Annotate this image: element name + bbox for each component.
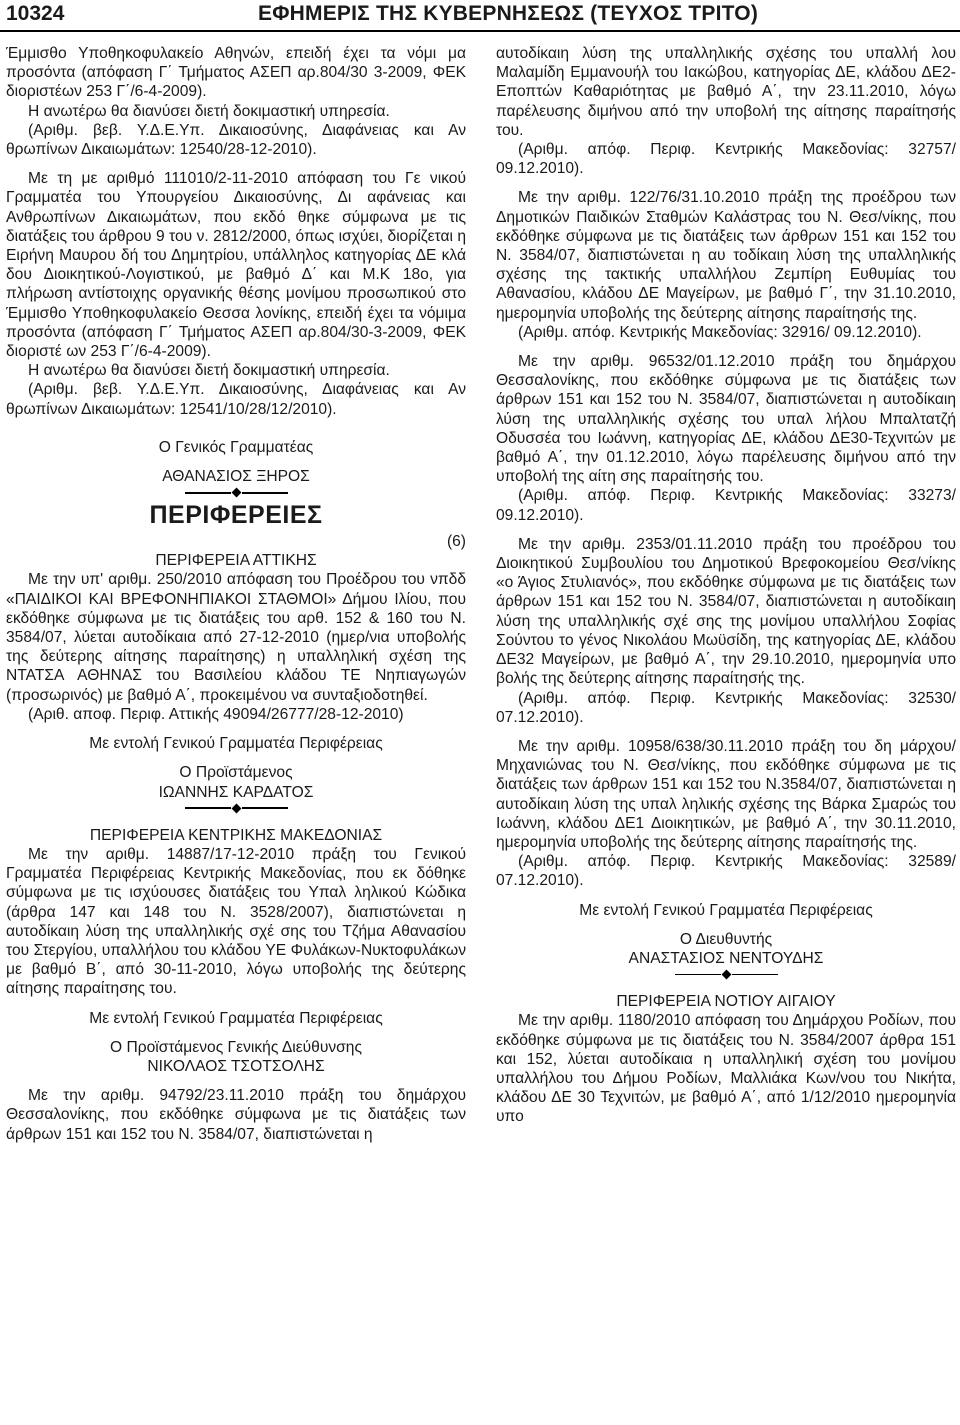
paragraph: (Αριθμ. απόφ. Περιφ. Κεντρικής Μακεδονίας: 32757/ 09.12.2010). [496, 141, 956, 178]
paragraph: Με την αριθμ. 94792/23.11.2010 πράξη του δημάρχου Θεσσαλονίκης, που εκδόθηκε σύμφωνα με τις διατάξεις των άρθρων 151 και 152 του Ν. 3584/07, διαπιστώνεται η [6, 1087, 466, 1143]
signatory-name: ΑΝΑΣΤΑΣΙΟΣ ΝΕΝΤΟΥΔΗΣ [628, 949, 824, 967]
paragraph: Με την αριθμ. 122/76/31.10.2010 πράξη της προέδρου των Δημοτικών Παιδικών Σταθμών Καλάστρας του Ν. Θεσ/νίκης, που εκδόθηκε σύμφωνα με τις διατάξεις των άρθρων 151 και 152 του Ν. 3584/07, διαπιστώνεται η αυ τοδίκαιη λύση της υπαλληλικής σχέσης της τακτικής υπαλλήλου Ζεμπίρη Ευθυμίας του Αθανασίου, κλάδου ΔΕ Μαγείρων, με βαθμό Γ΄, την 31.10.2010, ημερομηνία υποβολής της δεύτερης αίτησης παραίτησής της. [496, 189, 956, 322]
signatory-name: ΙΩΑΝΝΗΣ ΚΑΡΔΑΤΟΣ [158, 783, 314, 801]
paragraph: (Αριθμ. βεβ. Υ.Δ.Ε.Υπ. Δικαιοσύνης, Διαφάνειας και Αν θρωπίνων Δικαιωμάτων: 12540/28-12-2010). [6, 121, 466, 159]
gazette-title: ΕΦΗΜΕΡΙΣ ΤΗΣ ΚΥΒΕΡΝΗΣΕΩΣ (ΤΕΥΧΟΣ ΤΡΙΤΟ) [258, 2, 759, 25]
signatory-title: Ο Γενικός Γραμματέας [158, 438, 314, 456]
paragraph: Με την αριθμ. 10958/638/30.11.2010 πράξη του δη μάρχου/Μηχανιώνας του Ν. Θεσ/νίκης, που εκδόθηκε σύμφωνα με τις διατάξεις των άρθρων 151 και 152 του Ν.3584/07, διαπιστώνεται η αυτοδίκαιη λύση της υπαλ ληλικής σχέσης της Βάρκα Σμαρώς του Ιωάννη, κλάδου ΔΕ1 Διοικητικών, με βαθμό Α΄, την 30.11.2010, ημερομηνία υποβολής της δεύτερης αίτησης παραίτησής της. [496, 737, 956, 851]
paragraph: Με την αριθμ. 1180/2010 απόφαση του Δημάρχου Ροδίων, που εκδόθηκε σύμφωνα με τις διατάξεις του Ν. 3584/2007 άρθρα 151 και 152, λύεται αυτοδίκαια η υπαλληλική σχέση του μονίμου υπαλλήλου του Δήμου Ροδίων, Μαλλιάκα Κων/νου του Νικήτα, κλάδου ΔΕ 30 Τεχνιτών, με βαθμό Α΄, από 1/12/2010 ημερομηνία υπο [496, 1012, 956, 1126]
page-header [0, 0, 960, 32]
paragraph: (Αριθμ. απόφ. Κεντρικής Μακεδονίας: 32916/ 09.12.2010). [518, 323, 922, 341]
right-column [496, 44, 956, 1127]
paragraph: Με την αριθμ. 2353/01.11.2010 πράξη του προέδρου του Διοικητικού Συμβουλίου του Δημοτικού Βρεφοκομείου Θεσ/νίκης «ο Άγιος Στυλιανός», που εκδόθηκε σύμφωνα με τις διατάξεις των άρθρων 151 και 152 του Ν. 3584/07, διαπιστώνεται η αυτοδίκαιη λύση της υπαλληλικής σχέ σης της μονίμου υπαλλήλου Σοφίας Σούντου το γένος Νικολάου Μωϋσίδη, της κατηγορίας ΔΕ, κλάδου ΔΕ32 Μαγείρων, με βαθμό Α΄, την 29.10.2010, ημερομηνία υπο βολής της δεύτερης αίτησης παραίτησής της. [496, 535, 956, 688]
page-number: 10324 [6, 2, 65, 25]
section-separator [496, 971, 956, 978]
paragraph: Η ανωτέρω θα διανύσει διετή δοκιμαστική υπηρεσία. [28, 102, 390, 120]
order-line: Με εντολή Γενικού Γραμματέα Περιφέρειας [89, 1009, 383, 1027]
section-separator [6, 489, 466, 496]
signatory-title: Ο Προϊστάμενος Γενικής Διεύθυνσης [110, 1038, 362, 1056]
paragraph: Με τη με αριθμό 111010/2-11-2010 απόφαση του Γε νικού Γραμματέα του Υπουργείου Δικαιοσύνης, Δι αφάνειας και Ανθρωπίνων Δικαιωμάτων, που εκδό θηκε σύμφωνα με τις διατάξεις του άρθρου 9 του ν. 2812/2000, όπως ισχύει, διορίζεται η Ειρήνη Μαυρου δή του Δημητρίου, υπάλληλος κατηγορίας ΔΕ κλά δου Διοικητικού-Λογιστικού, με βαθμό Δ΄ και Μ.Κ 18ο, για πλήρωση αντίστοιχης οργανικής θέσης μονίμου προσωπικού στο Έμμισθο Υποθηκοφυλακείο Θεσσα λονίκης, επειδή έχει τα νόμιμα προσόντα (απόφαση Γ΄ Τμήματος ΑΣΕΠ αρ.804/30-3-2009, ΦΕΚ διοριστέ ων 253 Γ΄/6-4-2009). [6, 170, 466, 361]
paragraph: (Αριθμ. απόφ. Περιφ. Κεντρικής Μακεδονίας: 32530/ 07.12.2010). [496, 689, 956, 726]
left-column [6, 44, 466, 1144]
paragraph: Με την υπ' αριθμ. 250/2010 απόφαση του Προέδρου του νπδδ «ΠΑΙΔΙΚΟΙ ΚΑΙ ΒΡΕΦΟΝΗΠΙΑΚΟΙ ΣΤΑΘΜΟΙ» Δήμου Ιλίου, που εκδόθηκε σύμφωνα με τις διατάξεις του αρθ. 152 & 160 του Ν. 3584/07, λύεται αυτοδίκαια από 27-12-2010 (ημερ/νια υποβολής της δεύτερης αίτησης παραίτησης) η υπαλληλική σχέση της ΝΤΑΤΣΑ ΑΘΗΝΑΣ του Βασιλείου κλάδου ΤΕ Νηπιαγωγών (προσωρινός) με βαθμό Α΄, προκειμένου να συνταξιοδοτηθεί. [6, 571, 466, 704]
order-line: Με εντολή Γενικού Γραμματέα Περιφέρειας [579, 901, 873, 919]
paragraph: (Αριθμ. απόφ. Περιφ. Κεντρικής Μακεδονίας: 33273/ 09.12.2010). [496, 487, 956, 524]
signatory-title: Ο Διευθυντής [679, 930, 773, 948]
paragraph: (Αριθμ. βεβ. Υ.Δ.Ε.Υπ. Δικαιοσύνης, Διαφάνειας και Αν θρωπίνων Δικαιωμάτων: 12541/10/28/12/2010). [6, 381, 466, 418]
region-heading: ΠΕΡΙΦΕΡΕΙΑ ΝΟΤΙΟΥ ΑΙΓΑΙΟΥ [616, 993, 836, 1011]
section-separator [6, 805, 466, 812]
paragraph: αυτοδίκαιη λύση της υπαλληλικής σχέσης του υπαλλή λου Μαλαμίδη Εμμανουήλ του Ιακώβου, κατηγορίας ΔΕ, κλάδου ΔΕ2-Εποπτών Καθαριότητας με βαθμό Α΄, την 23.11.2010, λόγω παρέλευσης διμήνου από την υποβολή της αίτησης παραίτησής του. [496, 45, 956, 139]
order-line: Με εντολή Γενικού Γραμματέα Περιφέρειας [89, 735, 383, 753]
region-heading: ΠΕΡΙΦΕΡΕΙΑ ΑΤΤΙΚΗΣ [155, 552, 317, 570]
section-heading: ΠΕΡΙΦΕΡΕΙΕΣ [149, 501, 323, 530]
signatory-name: ΑΘΑΝΑΣΙΟΣ ΞΗΡΟΣ [162, 468, 310, 486]
paragraph: (Αριθ. αποφ. Περιφ. Αττικής 49094/26777/28-12-2010) [28, 705, 404, 723]
paragraph: Με την αριθμ. 96532/01.12.2010 πράξη του δημάρχου Θεσσαλονίκης, που εκδόθηκε σύμφωνα με τις διατάξεις των άρθρων 151 και 152 του Ν. 3584/07, διαπιστώνεται η αυτοδίκαιη λύση της υπαλληλικής σχέσης του υπαλ λήλου Μπαλτατζή Οδυσσέα του Ιωάννη, κατηγορίας ΔΕ, κλάδου ΔΕ30-Τεχνιτών με βαθμό Α΄, την 01.12.2010, λόγω παρέλευσης διμήνου από την υποβολή της αίτη σης παραίτησής του. [496, 353, 956, 486]
signatory-name: ΝΙΚΟΛΑΟΣ ΤΣΟΤΣΟΛΗΣ [147, 1057, 325, 1075]
region-heading: ΠΕΡΙΦΕΡΕΙΑ ΚΕΝΤΡΙΚΗΣ ΜΑΚΕΔΟΝΙΑΣ [89, 826, 383, 844]
paragraph: (Αριθμ. απόφ. Περιφ. Κεντρικής Μακεδονίας: 32589/ 07.12.2010). [496, 853, 956, 890]
paragraph: Έμμισθο Υποθηκοφυλακείο Αθηνών, επειδή έχει τα νόμι μα προσόντα (απόφαση Γ΄ Τμήματος ΑΣΕΠ αρ.804/30 3-2009, ΦΕΚ διοριστέων 253 Γ΄/6-4-2009). [6, 45, 466, 101]
paragraph: Η ανωτέρω θα διανύσει διετή δοκιμαστική υπηρεσία. [28, 362, 390, 380]
section-number: (6) [446, 533, 466, 551]
paragraph: Με την αριθμ. 14887/17-12-2010 πράξη του Γενικού Γραμματέα Περιφέρειας Κεντρικής Μακεδονίας, που εκ δόθηκε σύμφωνα με τις ισχύουσες διατάξεις του Υπαλ ληλικού Κώδικα (άρθρα 147 και 148 του Ν. 3528/2007), διαπιστώνεται η αυτοδίκαιη λύση της υπαλληλικής σχέ σης του Τζήμα Αθανασίου του Στεργίου, υπαλλήλου του κλάδου ΥΕ Φυλάκων-Νυκτοφυλάκων με βαθμό Β΄, από 30-11-2010, λόγω υποβολής της δεύτερης αίτησης παραίτησης του. [6, 845, 466, 998]
signatory-title: Ο Προϊστάμενος [179, 764, 293, 782]
